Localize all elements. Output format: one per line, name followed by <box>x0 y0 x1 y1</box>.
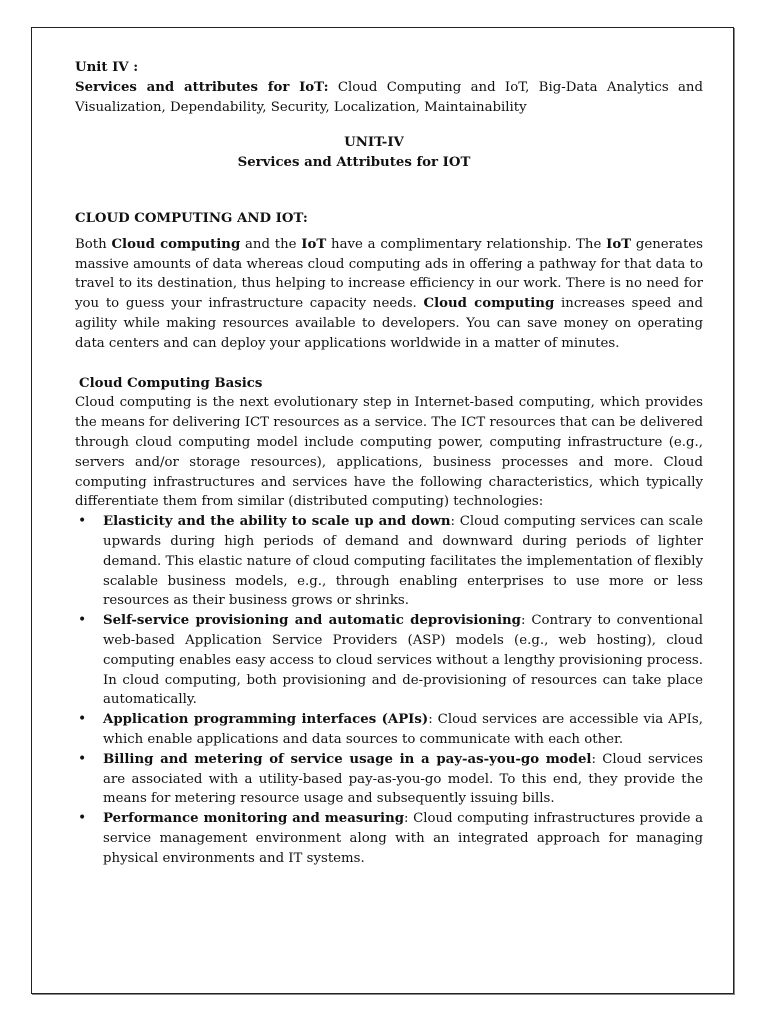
unit-label: Unit IV : <box>75 60 139 75</box>
bullet-icon: • <box>78 750 87 767</box>
section-heading-cloud-basics: Cloud Computing Basics <box>79 375 263 391</box>
topics-text: Cloud Computing and IoT, Big-Data Analytics and Visualization, Dependability, Security, Localization, Maintainability <box>75 79 703 115</box>
list-item: • Application programming interfaces (APIs): Cloud services are accessible via APIs, which enable applications and data sources to communicate with each other. <box>78 711 703 747</box>
list-item: • Elasticity and the ability to scale up and down: Cloud computing services can scale upwards during high periods of demand and downward during periods of lighter demand. This elastic nature of cloud computing facilitates the implementation of flexibly scalable business models, e.g., through enabling enterprises to use more or less resources as their business grows or shrinks. <box>78 513 703 609</box>
section-heading-cloud-iot: CLOUD COMPUTING AND IOT: <box>75 210 308 226</box>
paragraph-cloud-basics: Cloud computing is the next evolutionary step in Internet-based computing, which provides the means for delivering ICT resources as a service. The ICT resources that can be delivered through cloud computing model include computing power, computing infrastructure (e.g., servers and/or storage resources), applications, business processes and more. Cloud computing infrastructures and services have the following characteristics, which typically differentiate them from similar (distributed computing) technologies: <box>75 395 703 510</box>
unit-topics <box>75 78 703 118</box>
page-title <box>75 133 703 173</box>
list-item: • Performance monitoring and measuring: Cloud computing infrastructures provide a service management environment along with an integrated approach for managing physical environments and IT systems. <box>78 810 704 866</box>
bullet-icon: • <box>78 810 87 827</box>
title-line-2: Services and Attributes for IOT <box>237 155 471 171</box>
bullet-icon: • <box>78 711 87 728</box>
list-item: • Self-service provisioning and automatic deprovisioning: Contrary to conventional web-based Application Service Providers (ASP) models (e.g., web hosting), cloud computing enables easy access to cloud services without a lengthy provisioning process. In cloud computing, both provisioning and de-provisioning of resources can take place automatically. <box>78 612 703 708</box>
characteristics-list <box>75 512 703 868</box>
title-line-1: UNIT-IV <box>344 135 404 151</box>
topics-label: Services and attributes for IoT: <box>75 79 329 95</box>
bullet-icon: • <box>78 612 87 629</box>
document-content <box>75 58 703 868</box>
list-item: • Billing and metering of service usage in a pay-as-you-go model: Cloud services are associated with a utility-based pay-as-you-go model. To this end, they provide the means for metering resource usage and subsequently issuing bills. <box>78 750 703 807</box>
bullet-icon: • <box>78 513 87 530</box>
paragraph-cloud-iot: Both Cloud computing and the IoT have a complimentary relationship. The IoT generates massive amounts of data whereas cloud computing ads in offering a pathway for that data to travel to its destination, thus helping to increase efficiency in our work. There is no need for you to guess your infrastructure capacity needs. Cloud computing increases speed and agility while making resources available to developers. You can save money on operating data centers and can deploy your applications worldwide in a matter of minutes. <box>75 236 703 351</box>
